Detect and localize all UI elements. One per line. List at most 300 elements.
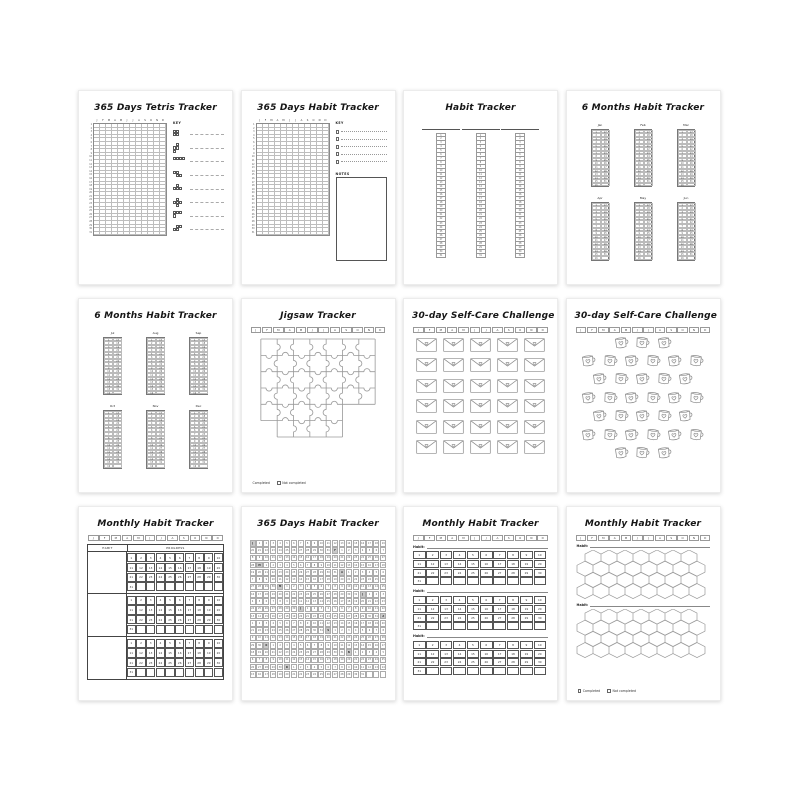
day-number: 16 <box>89 176 92 180</box>
day-box: 1 <box>413 596 426 604</box>
month-label: Sep <box>195 331 202 335</box>
month-cell: J <box>145 535 156 541</box>
day-cell <box>601 256 610 260</box>
day-cell: 16 <box>306 556 310 560</box>
day-cell: 17 <box>319 578 323 582</box>
not-completed-label: Not completed <box>612 689 636 693</box>
day-box <box>156 582 165 591</box>
day-cell: 9 <box>325 642 331 649</box>
day-cell: 2 <box>635 133 644 137</box>
card-monthly-habit-tracker-sections[interactable] <box>403 506 558 701</box>
day-box: 12 <box>136 648 145 657</box>
day-cell: 29 <box>199 453 208 457</box>
day-cell: 29 <box>319 570 323 574</box>
day-cell: 1 <box>366 591 372 598</box>
day-box: 24 <box>453 569 466 577</box>
day-cell: 19 <box>687 137 696 141</box>
day-cell: 22 <box>313 614 316 618</box>
icon-row <box>577 408 710 423</box>
habit-row <box>88 594 223 637</box>
day-cell: 23 <box>278 570 282 574</box>
day-cell: 6 <box>325 664 331 671</box>
icon-row <box>414 338 547 352</box>
day-cell: 7 <box>635 151 644 155</box>
day-box: 18 <box>507 560 520 568</box>
day-cell: 29 <box>156 380 165 384</box>
day-box <box>480 622 493 630</box>
card-monthly-habit-tracker-hexagons[interactable] <box>566 506 721 701</box>
day-box: 23 <box>440 614 453 622</box>
day-cell: 7 <box>311 642 317 649</box>
day-cell: 7 <box>298 540 304 547</box>
day-box: 4 <box>156 596 165 605</box>
day-number: 17 <box>251 180 255 184</box>
day-box <box>507 667 520 675</box>
day-cell: 20 <box>199 348 208 352</box>
day-cell: 9 <box>339 584 345 591</box>
habit-header: HABIT <box>88 545 128 551</box>
day-cell: 11 <box>147 373 156 377</box>
day-number: 3 <box>90 130 92 134</box>
day-cell: 1 <box>592 203 601 207</box>
notes-box <box>336 177 387 261</box>
day-box: 31 <box>436 254 446 258</box>
card-habit-tracker-columns[interactable] <box>403 90 558 285</box>
month-cell: O <box>677 535 688 541</box>
day-cell: 27 <box>258 665 261 669</box>
day-box <box>175 582 184 591</box>
day-box: 18 <box>195 648 204 657</box>
habit-label: Habit: <box>413 634 425 639</box>
month-cell: M <box>133 535 144 541</box>
day-cell: 13 <box>678 245 687 249</box>
day-cell: 20 <box>340 578 344 582</box>
day-box: 1 <box>476 133 486 137</box>
card-monthly-habit-tracker-table[interactable] <box>78 506 233 701</box>
day-cell: 4 <box>325 606 331 613</box>
day-cell: 19 <box>271 592 275 596</box>
day-cell: 22 <box>687 147 696 151</box>
day-cell: 8 <box>332 584 338 591</box>
envelope-heart-icon <box>416 399 437 413</box>
day-cell: 12 <box>285 578 289 582</box>
key-panel <box>336 119 387 278</box>
day-cell: 19 <box>199 345 208 349</box>
day-box: 6 <box>480 551 493 559</box>
day-cell: 15 <box>313 658 316 662</box>
day-box: 23 <box>146 615 155 624</box>
day-cell: 4 <box>284 562 290 569</box>
day-cell: 13 <box>299 658 303 662</box>
day-cell: 5 <box>635 144 644 148</box>
month-day-grid <box>189 337 208 396</box>
day-cell: 20 <box>264 651 268 655</box>
day-box: 2 <box>436 137 446 141</box>
month-label: Oct <box>109 404 116 409</box>
day-number: 31 <box>251 230 255 234</box>
hexagon-cluster <box>576 550 710 600</box>
day-box <box>480 577 493 585</box>
day-cell: 23 <box>687 224 696 228</box>
day-cell: 29 <box>264 585 268 589</box>
mug-heart-icon <box>667 389 684 406</box>
page-title: 6 Months Habit Tracker <box>581 103 705 113</box>
key-panel <box>173 119 224 278</box>
day-cell: 6 <box>190 428 199 432</box>
day-number: 3 <box>253 130 255 134</box>
day-cell: 23 <box>687 151 696 155</box>
day-number: 22 <box>251 198 255 202</box>
day-number: 23 <box>89 202 92 206</box>
day-box: 23 <box>440 569 453 577</box>
day-cell: 1 <box>256 540 262 547</box>
day-cell: 1 <box>250 620 256 627</box>
day-box: 29 <box>520 569 533 577</box>
envelope-heart-icon <box>470 338 491 352</box>
day-box: 10 <box>436 169 446 173</box>
mug-heart-icon <box>613 407 630 423</box>
month-cell: D <box>700 535 711 541</box>
day-box: 20 <box>534 650 547 658</box>
day-box: 14 <box>156 563 165 572</box>
day-number: 9 <box>253 151 255 155</box>
month-cell: D <box>700 327 711 333</box>
day-cell: 2 <box>104 414 113 418</box>
day-cell: 8 <box>678 228 687 232</box>
day-box: 25 <box>467 614 480 622</box>
day-cell: 23 <box>199 432 208 436</box>
day-cell: 23 <box>156 359 165 363</box>
tetris-shape-icon <box>173 198 187 208</box>
day-cell: 26 <box>326 672 330 676</box>
day-cell: 12 <box>190 377 199 381</box>
card-30-day-self-care-challenge-envelopes[interactable] <box>403 298 558 493</box>
day-box: 29 <box>204 615 213 624</box>
mug-heart-icon <box>634 334 651 350</box>
day-box <box>204 582 213 591</box>
mug-heart-icon <box>591 371 608 388</box>
month-block <box>140 404 171 468</box>
day-cell: 1 <box>291 664 297 671</box>
day-cell <box>644 183 653 187</box>
card-6-months-habit-tracker-jul-dec[interactable] <box>78 298 233 493</box>
card-365-days-tetris-tracker[interactable] <box>78 90 233 285</box>
card-jigsaw-tracker[interactable] <box>241 298 396 493</box>
day-cell: 22 <box>292 592 296 596</box>
day-cell: 25 <box>687 231 696 235</box>
mug-heart-icon <box>624 426 641 443</box>
day-box: 18 <box>507 650 520 658</box>
day-cell: 29 <box>156 453 165 457</box>
day-box <box>493 577 506 585</box>
day-cell: 5 <box>104 352 113 356</box>
month-day-grid <box>103 410 122 469</box>
day-cell: 4 <box>360 547 366 554</box>
key-item <box>173 155 224 169</box>
month-cell: O <box>515 327 526 333</box>
day-box: 17 <box>493 650 506 658</box>
day-box: 15 <box>165 563 174 572</box>
day-cell: 26 <box>113 369 122 373</box>
card-6-months-habit-tracker-jan-jun[interactable] <box>566 90 721 285</box>
day-cell: 9 <box>635 231 644 235</box>
day-cell: 22 <box>644 220 653 224</box>
day-cell: 17 <box>199 411 208 415</box>
day-cell: 15 <box>147 387 156 391</box>
tetris-shape-icon <box>173 184 187 194</box>
day-cell: 17 <box>687 203 696 207</box>
day-cell: 6 <box>592 147 601 151</box>
year-grid <box>250 119 330 236</box>
day-number: 9 <box>90 151 92 155</box>
mug-heart-icon <box>688 426 705 442</box>
day-cell: 16 <box>104 391 113 395</box>
day-box <box>175 668 184 677</box>
month-strip <box>88 535 223 541</box>
day-cell: 24 <box>368 578 371 582</box>
day-cell: 6 <box>678 147 687 151</box>
day-cell: 12 <box>326 621 330 625</box>
month-label: May <box>639 196 647 201</box>
habit-write-line <box>427 592 548 593</box>
day-box: 12 <box>476 177 486 181</box>
day-box: 16 <box>480 605 493 613</box>
day-box: 21 <box>127 658 136 667</box>
habit-column <box>422 129 460 258</box>
day-cell: 17 <box>156 338 165 342</box>
day-box <box>520 667 533 675</box>
day-cell: 4 <box>366 569 372 576</box>
month-cell: N <box>689 327 700 333</box>
card-body <box>412 327 549 486</box>
day-cell: 11 <box>190 373 199 377</box>
day-box: 7 <box>493 596 506 604</box>
day-cell: 30 <box>278 665 282 669</box>
day-box: 10 <box>214 596 223 605</box>
day-cell: 19 <box>113 345 122 349</box>
day-cell: 3 <box>104 345 113 349</box>
day-cell: 21 <box>347 578 351 582</box>
day-number: 6 <box>253 140 255 144</box>
day-cell: 21 <box>285 592 289 596</box>
month-cell: M <box>458 327 469 333</box>
month-cell: J <box>481 327 492 333</box>
month-letter: A <box>138 119 140 122</box>
day-number: 29 <box>89 223 92 227</box>
day-box: 30 <box>534 658 547 666</box>
day-cell: 4 <box>592 213 601 217</box>
month-label: Jul <box>110 331 115 335</box>
day-box <box>426 622 439 630</box>
day-cell <box>366 671 372 678</box>
day-cell: 12 <box>292 658 296 662</box>
day-cell: 25 <box>292 570 296 574</box>
day-box: 28 <box>195 573 204 582</box>
envelope-heart-icon <box>524 338 545 352</box>
day-number: 2 <box>253 126 255 130</box>
day-box: 17 <box>436 197 446 201</box>
envelope-heart-icon <box>470 420 491 434</box>
month-cell: J <box>470 535 481 541</box>
day-box: 23 <box>146 573 155 582</box>
day-cell: 26 <box>156 369 165 373</box>
day-cell: 24 <box>687 154 696 158</box>
day-box: 2 <box>426 596 439 604</box>
day-cell: 24 <box>285 570 289 574</box>
day-cell: 24 <box>601 154 610 158</box>
month-letter: S <box>306 119 309 122</box>
day-cell: 17 <box>644 130 653 134</box>
day-box: 28 <box>507 614 520 622</box>
key-item <box>173 223 224 237</box>
day-cell: 8 <box>147 362 156 366</box>
day-cell: 8 <box>256 576 262 583</box>
day-number: 5 <box>253 137 255 141</box>
day-number: 22 <box>89 198 92 202</box>
day-cell: 18 <box>319 556 323 560</box>
day-cell: 21 <box>292 672 296 676</box>
habit-label: Habit: <box>576 543 589 548</box>
day-cell: 8 <box>318 642 324 649</box>
day-number: 14 <box>251 169 255 173</box>
day-cell: 2 <box>147 414 156 418</box>
month-block <box>671 196 702 260</box>
day-cell: 20 <box>251 549 255 553</box>
envelope-heart-icon <box>443 399 464 413</box>
month-letter: J <box>295 119 296 122</box>
month-day-grid <box>677 202 696 261</box>
day-cell: 4 <box>291 642 297 649</box>
day-cell: 21 <box>354 658 358 662</box>
day-cell: 1 <box>147 411 156 415</box>
key-item <box>173 182 224 196</box>
day-box: 16 <box>175 648 184 657</box>
day-box: 4 <box>453 551 466 559</box>
day-cell: 25 <box>374 578 378 582</box>
day-box: 15 <box>467 650 480 658</box>
month-day-grid <box>146 410 165 469</box>
day-cell: 21 <box>199 352 208 356</box>
day-cell: 16 <box>147 464 156 468</box>
day-grid <box>127 596 223 634</box>
day-number: 17 <box>89 180 92 184</box>
day-grid <box>256 123 330 236</box>
card-30-day-self-care-challenge-mugs[interactable] <box>566 298 721 493</box>
day-cell: 1 <box>190 411 199 415</box>
day-box: 3 <box>146 639 155 648</box>
day-box <box>520 577 533 585</box>
day-cell: 10 <box>319 541 323 545</box>
day-cell: 27 <box>113 373 122 377</box>
month-cell: S <box>341 327 352 333</box>
day-cell: 15 <box>190 460 199 464</box>
day-cell: 24 <box>687 228 696 232</box>
day-cell: 24 <box>326 614 330 618</box>
habit-write-line <box>427 548 548 549</box>
month-cell: N <box>689 535 700 541</box>
day-cell: 29 <box>285 607 289 611</box>
day-cell: 25 <box>381 658 385 662</box>
day-box: 11 <box>515 173 525 177</box>
day-cell: 7 <box>592 224 601 228</box>
month-cell: A <box>284 327 295 333</box>
day-box: 24 <box>436 226 446 230</box>
key-write-line <box>190 229 224 230</box>
month-day-grid <box>677 129 696 188</box>
day-box: 19 <box>476 205 486 209</box>
day-cell: 5 <box>678 217 687 221</box>
day-box <box>467 667 480 675</box>
day-cell: 14 <box>340 621 344 625</box>
card-365-days-habit-tracker[interactable] <box>241 90 396 285</box>
envelope-heart-icon <box>443 338 464 352</box>
card-365-days-habit-tracker-dense[interactable] <box>241 506 396 701</box>
month-block <box>585 123 616 187</box>
key-write-line <box>341 146 386 147</box>
month-cell: M <box>458 535 469 541</box>
day-cell: 15 <box>347 621 351 625</box>
month-cell: J <box>251 327 262 333</box>
day-cell: 14 <box>678 249 687 253</box>
day-cell: 6 <box>592 220 601 224</box>
day-cell: 15 <box>361 563 365 567</box>
day-cell: 20 <box>199 421 208 425</box>
day-stack <box>476 133 486 258</box>
day-box: 30 <box>534 569 547 577</box>
day-cell: 17 <box>368 541 371 545</box>
day-cell: 24 <box>156 436 165 440</box>
day-cell: 11 <box>374 607 378 611</box>
day-cell: 30 <box>601 176 610 180</box>
day-number: 10 <box>251 155 255 159</box>
day-cell: 12 <box>147 450 156 454</box>
day-box: 6 <box>480 641 493 649</box>
day-cell: 27 <box>644 238 653 242</box>
day-cell: 30 <box>156 457 165 461</box>
key-item <box>173 210 224 224</box>
day-cell: 9 <box>104 366 113 370</box>
day-cell: 30 <box>258 643 261 647</box>
icon-row <box>414 440 547 454</box>
day-cell: 6 <box>305 642 311 649</box>
day-cell: 31 <box>340 651 344 655</box>
day-cell: 25 <box>258 607 261 611</box>
day-box: 3 <box>440 551 453 559</box>
day-cell: 23 <box>319 614 323 618</box>
day-box: 14 <box>476 185 486 189</box>
day-cell: 22 <box>258 629 261 633</box>
day-cell: 20 <box>381 621 385 625</box>
day-cell: 24 <box>278 549 282 553</box>
day-cell: 25 <box>199 439 208 443</box>
day-cell: 12 <box>592 242 601 246</box>
day-box: 22 <box>476 217 486 221</box>
month-cell: J <box>298 606 304 613</box>
day-cell: 4 <box>678 140 687 144</box>
day-box <box>165 625 174 634</box>
day-cell: 26 <box>644 161 653 165</box>
day-cell: 1 <box>592 130 601 134</box>
day-box <box>195 668 204 677</box>
day-box: 11 <box>127 605 136 614</box>
day-box: 11 <box>413 650 426 658</box>
envelope-heart-icon <box>497 338 518 352</box>
day-box: 16 <box>175 563 184 572</box>
mug-heart-icon <box>667 352 684 369</box>
day-cell: 13 <box>635 245 644 249</box>
day-cell: 23 <box>368 658 371 662</box>
day-box <box>195 625 204 634</box>
